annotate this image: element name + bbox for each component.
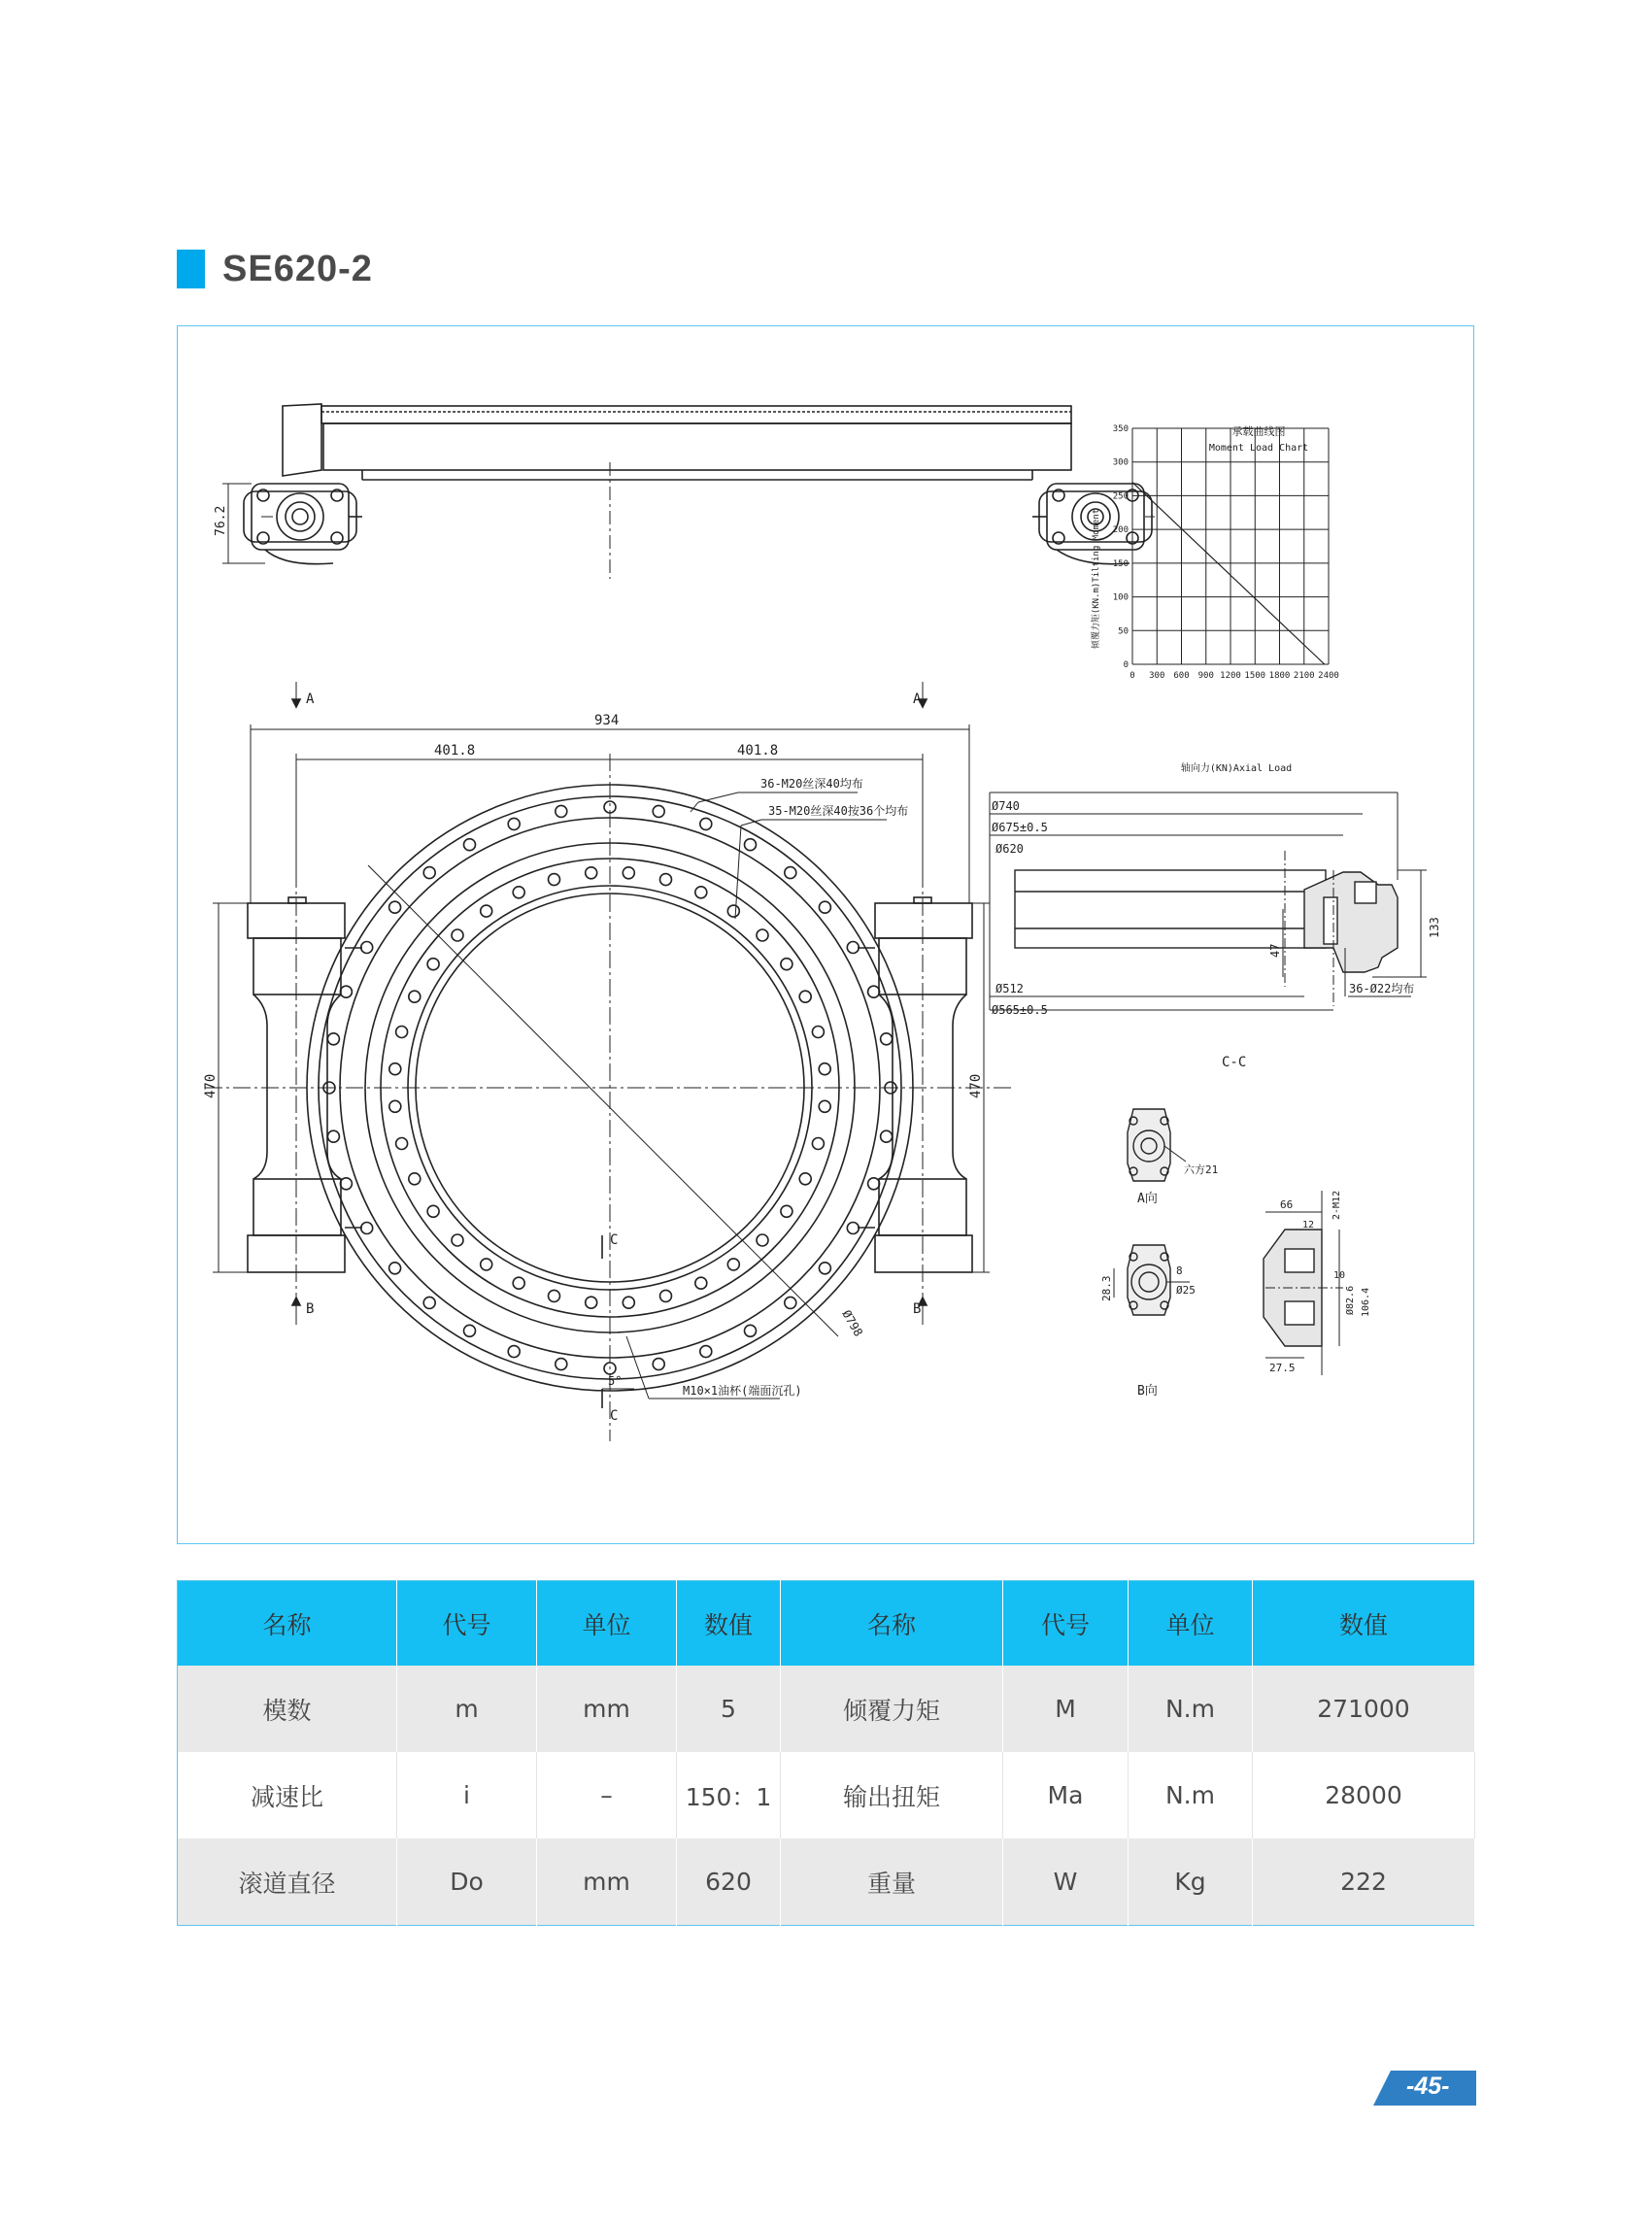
bolt-hole bbox=[623, 1297, 634, 1308]
bolt-hole bbox=[727, 1259, 739, 1270]
chart-y-tick: 100 bbox=[1112, 592, 1129, 603]
bolt-hole bbox=[361, 1223, 373, 1234]
bolt-hole bbox=[508, 818, 520, 829]
table-cell: 28000 bbox=[1253, 1752, 1475, 1838]
view-b-right: B bbox=[913, 1301, 922, 1317]
bolt-hole bbox=[513, 1277, 524, 1289]
dim-d512: Ø512 bbox=[995, 982, 1024, 995]
bolt-hole bbox=[819, 901, 830, 913]
bolt-hole bbox=[847, 1223, 859, 1234]
table-cell: 输出扭矩 bbox=[781, 1752, 1003, 1838]
dim-half-left: 401.8 bbox=[434, 743, 476, 759]
dim-76: 76.2 bbox=[214, 505, 228, 536]
table-cell: 620 bbox=[677, 1838, 781, 1926]
bolt-hole bbox=[340, 1178, 352, 1190]
chart-y-tick: 50 bbox=[1118, 626, 1129, 637]
table-cell: 减速比 bbox=[178, 1752, 397, 1838]
bolt-hole bbox=[785, 1297, 796, 1308]
bolt-hole bbox=[847, 942, 859, 954]
title-marker bbox=[177, 250, 205, 288]
chart-y-tick: 250 bbox=[1112, 491, 1129, 502]
view-b-drawing bbox=[1114, 1245, 1190, 1315]
table-cell: 5 bbox=[677, 1666, 781, 1752]
detail-66: 66 bbox=[1280, 1198, 1294, 1211]
chart-xlabel: 轴向力(KN)Axial Load bbox=[1180, 763, 1293, 774]
bolt-hole bbox=[799, 1173, 811, 1185]
bolt-hole bbox=[799, 991, 811, 1002]
dim-d675: Ø675±0.5 bbox=[992, 821, 1048, 834]
table-cell: i bbox=[397, 1752, 537, 1838]
section-title bbox=[177, 249, 373, 289]
chart-y-tick: 200 bbox=[1112, 525, 1129, 536]
view-b-d8: 8 bbox=[1176, 1264, 1183, 1277]
chart-x-tick: 1500 bbox=[1244, 671, 1266, 681]
table-cell: 150：1 bbox=[677, 1752, 781, 1838]
dim-470-right: 470 bbox=[968, 1073, 984, 1098]
bolt-hole bbox=[781, 959, 792, 970]
bolt-hole bbox=[409, 991, 421, 1002]
detail-m12: 2-M12 bbox=[1332, 1190, 1342, 1220]
chart-x-tick: 1800 bbox=[1268, 671, 1291, 681]
load-curve bbox=[1132, 483, 1325, 664]
chart-x-tick: 0 bbox=[1129, 671, 1135, 681]
bolt-hole bbox=[881, 1033, 893, 1045]
section-c-top: C bbox=[610, 1232, 619, 1248]
bolt-hole bbox=[727, 905, 739, 917]
dim-overall-width: 934 bbox=[594, 713, 620, 728]
bolt-hole bbox=[327, 1130, 339, 1142]
bolt-hole bbox=[464, 839, 476, 851]
bolt-hole bbox=[389, 1100, 401, 1112]
chart-ylabel: 倾覆力矩(KN.m)Tilting Moment bbox=[1092, 508, 1101, 650]
header-cell: 代号 bbox=[397, 1581, 537, 1667]
section-c-bottom: C bbox=[610, 1408, 619, 1424]
view-a-drawing bbox=[1128, 1109, 1186, 1181]
detail-275: 27.5 bbox=[1269, 1362, 1296, 1374]
bolt-hole bbox=[660, 1290, 672, 1301]
header-cell: 单位 bbox=[537, 1581, 677, 1667]
hole-callout-2: 35-M20丝深40按36个均布 bbox=[768, 804, 909, 818]
bolt-hole bbox=[340, 986, 352, 997]
side-view bbox=[222, 404, 1155, 579]
chart-x-tick: 2100 bbox=[1293, 671, 1315, 681]
detail-10: 10 bbox=[1333, 1270, 1346, 1281]
chart-x-tick: 900 bbox=[1197, 671, 1214, 681]
dim-half-right: 401.8 bbox=[737, 743, 779, 759]
header-cell: 数值 bbox=[1253, 1581, 1475, 1667]
page-title: SE620-2 bbox=[222, 248, 373, 289]
bolt-hole bbox=[464, 1325, 476, 1336]
chart-y-tick: 350 bbox=[1112, 424, 1129, 434]
bolt-hole bbox=[423, 1297, 435, 1308]
technical-drawing-panel bbox=[177, 325, 1474, 1544]
angle-5: 5° bbox=[608, 1374, 623, 1388]
chart-x-tick: 300 bbox=[1149, 671, 1165, 681]
chart-title: 承载曲线图 bbox=[1231, 425, 1286, 438]
bolt-hole bbox=[868, 1178, 880, 1190]
table-cell: 271000 bbox=[1253, 1666, 1475, 1752]
bolt-hole bbox=[653, 1359, 664, 1370]
chart-y-tick: 150 bbox=[1112, 558, 1129, 569]
table-cell: M bbox=[1003, 1666, 1129, 1752]
chart-x-tick: 2400 bbox=[1318, 671, 1339, 681]
bolt-hole bbox=[700, 818, 712, 829]
bolt-hole bbox=[452, 929, 463, 941]
plan-view bbox=[205, 682, 1013, 1441]
section-cc-label: C-C bbox=[1222, 1055, 1247, 1070]
table-cell: mm bbox=[537, 1666, 677, 1752]
bolt-hole bbox=[695, 887, 707, 898]
bolt-hole bbox=[427, 959, 439, 970]
bolt-hole bbox=[481, 905, 492, 917]
bolt-hole bbox=[700, 1346, 712, 1358]
bolt-hole bbox=[586, 1297, 597, 1308]
chart-y-tick: 300 bbox=[1112, 457, 1129, 468]
view-a-label: A向 bbox=[1137, 1192, 1158, 1206]
bolt-hole bbox=[508, 1346, 520, 1358]
bolt-hole bbox=[623, 867, 634, 879]
bolt-hole bbox=[695, 1277, 707, 1289]
spec-table bbox=[177, 1580, 1475, 1926]
detail-12: 12 bbox=[1302, 1220, 1315, 1230]
header-cell: 数值 bbox=[677, 1581, 781, 1667]
table-cell: 滚道直径 bbox=[178, 1838, 397, 1926]
dim-d798: Ø798 bbox=[839, 1307, 865, 1339]
bolt-hole bbox=[409, 1173, 421, 1185]
bolt-hole bbox=[660, 874, 672, 886]
table-cell: – bbox=[537, 1752, 677, 1838]
bolt-hole bbox=[556, 805, 567, 817]
dim-47: 47 bbox=[1268, 943, 1282, 958]
bolt-hole bbox=[819, 1263, 830, 1274]
table-header-row bbox=[178, 1581, 1475, 1667]
view-a-left: A bbox=[306, 691, 315, 707]
bolt-hole bbox=[396, 1138, 408, 1150]
view-a-hex: 六方21 bbox=[1184, 1163, 1219, 1176]
bolt-hole bbox=[389, 901, 401, 913]
view-b-d25: Ø25 bbox=[1176, 1284, 1196, 1297]
bolt-hole bbox=[423, 867, 435, 879]
bolt-hole bbox=[452, 1234, 463, 1246]
bolt-hole bbox=[868, 986, 880, 997]
technical-drawing bbox=[178, 326, 1475, 1545]
dim-d565: Ø565±0.5 bbox=[992, 1003, 1048, 1017]
detail-d826: Ø82.6 bbox=[1345, 1285, 1356, 1315]
header-cell: 单位 bbox=[1129, 1581, 1253, 1667]
table-cell: 重量 bbox=[781, 1838, 1003, 1926]
chart-y-tick: 0 bbox=[1123, 660, 1129, 670]
bolt-hole bbox=[481, 1259, 492, 1270]
page-number-tab bbox=[1373, 2071, 1476, 2106]
bolt-hole bbox=[785, 867, 796, 879]
chart-subtitle: Moment Load Chart bbox=[1208, 443, 1309, 454]
bolt-hole bbox=[881, 1130, 893, 1142]
bolt-hole bbox=[653, 805, 664, 817]
bolt-hole bbox=[556, 1359, 567, 1370]
bolt-hole bbox=[745, 839, 757, 851]
table-cell: Do bbox=[397, 1838, 537, 1926]
chart-x-tick: 1200 bbox=[1220, 671, 1241, 681]
moment-load-chart bbox=[1090, 424, 1339, 774]
bolt-hole bbox=[396, 1027, 408, 1038]
header-cell: 代号 bbox=[1003, 1581, 1129, 1667]
view-b-left: B bbox=[306, 1301, 315, 1317]
bolt-hole bbox=[812, 1138, 824, 1150]
view-a-right: A bbox=[913, 691, 922, 707]
detail-d1064: 106.4 bbox=[1361, 1287, 1371, 1317]
table-row bbox=[178, 1752, 1475, 1838]
table-row bbox=[178, 1666, 1475, 1752]
header-cell: 名称 bbox=[178, 1581, 397, 1667]
bolt-hole bbox=[513, 887, 524, 898]
bolt-hole bbox=[819, 1100, 830, 1112]
bolt-hole bbox=[745, 1325, 757, 1336]
bolt-hole bbox=[812, 1027, 824, 1038]
table-cell: 倾覆力矩 bbox=[781, 1666, 1003, 1752]
bolt-hole bbox=[757, 929, 768, 941]
table-cell: N.m bbox=[1129, 1752, 1253, 1838]
bolt-hole bbox=[549, 874, 560, 886]
bolt-hole bbox=[757, 1234, 768, 1246]
bolt-hole bbox=[361, 942, 373, 954]
chart-x-tick: 600 bbox=[1173, 671, 1190, 681]
bolt-hole bbox=[819, 1063, 830, 1075]
page-number: -45- bbox=[1406, 2073, 1450, 2100]
bolt-hole bbox=[586, 867, 597, 879]
view-b-label: B向 bbox=[1137, 1384, 1158, 1399]
table-cell: N.m bbox=[1129, 1666, 1253, 1752]
dim-133: 133 bbox=[1428, 917, 1441, 938]
bolt-hole bbox=[549, 1290, 560, 1301]
table-cell: 模数 bbox=[178, 1666, 397, 1752]
holes-36-22: 36-Ø22均布 bbox=[1349, 982, 1415, 995]
table-cell: Kg bbox=[1129, 1838, 1253, 1926]
grease-callout: M10×1油杯(端面沉孔) bbox=[683, 1384, 802, 1398]
bolt-hole bbox=[389, 1063, 401, 1075]
table-cell: W bbox=[1003, 1838, 1129, 1926]
table-row bbox=[178, 1838, 1475, 1926]
dim-470-left: 470 bbox=[203, 1073, 219, 1098]
table-cell: 222 bbox=[1253, 1838, 1475, 1926]
table-cell: m bbox=[397, 1666, 537, 1752]
table-cell: mm bbox=[537, 1838, 677, 1926]
view-b-d283: 28.3 bbox=[1100, 1275, 1113, 1301]
dim-d620: Ø620 bbox=[995, 842, 1024, 856]
bolt-hole bbox=[781, 1205, 792, 1217]
dim-d740: Ø740 bbox=[992, 799, 1020, 813]
hole-callout-1: 36-M20丝深40均布 bbox=[760, 777, 863, 791]
bolt-hole bbox=[389, 1263, 401, 1274]
bolt-hole bbox=[327, 1033, 339, 1045]
section-cc bbox=[990, 792, 1427, 1010]
header-cell: 名称 bbox=[781, 1581, 1003, 1667]
table-cell: Ma bbox=[1003, 1752, 1129, 1838]
bolt-hole bbox=[427, 1205, 439, 1217]
